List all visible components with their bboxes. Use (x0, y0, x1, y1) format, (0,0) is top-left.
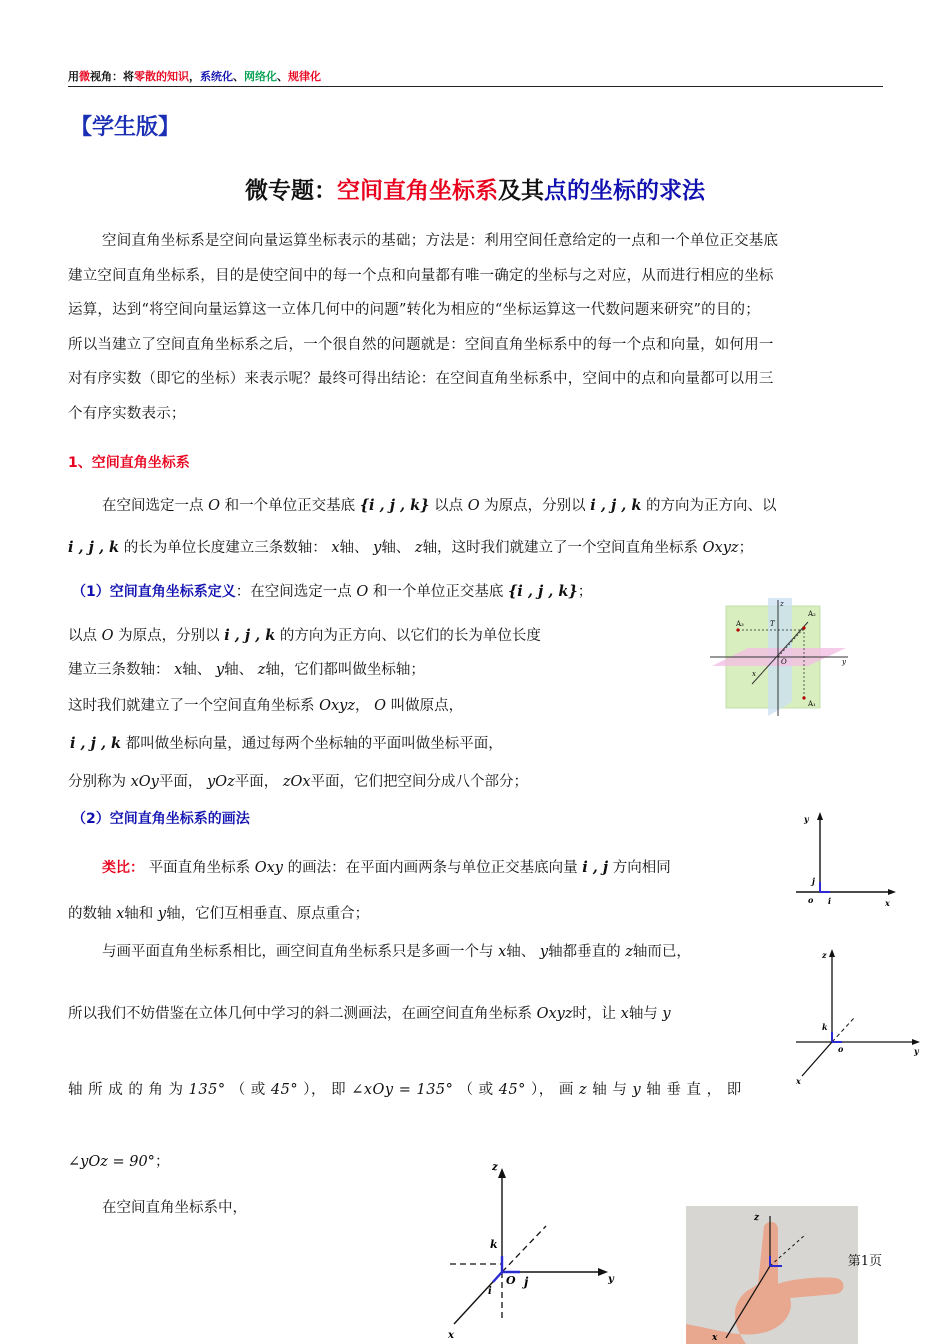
header-text: 、 (277, 70, 288, 83)
text: 的数轴 (68, 906, 112, 922)
math: O (101, 628, 114, 644)
intro-line: 所以当建立了空间直角坐标系之后，一个很自然的问题就是：空间直角坐标系中的每一个点和向量，如何用一 (68, 336, 774, 353)
math: i , j (582, 859, 609, 876)
header-text: 网络化 (244, 70, 277, 83)
definition-line (68, 624, 541, 645)
intro-line: 建立空间直角坐标系，目的是使空间中的每一个点和向量都有唯一确定的坐标与之对应，从而进行相应的坐标 (68, 267, 774, 284)
intro-line: 运算，达到“将空间向量运算这一立体几何中的问题”转化为相应的“坐标运算这一代数问题来研究”的目的； (68, 302, 760, 319)
math: Oxy (254, 860, 283, 876)
label: y (842, 658, 846, 666)
intro-line: 对有序实数（即它的坐标）来表示呢？最终可得出结论：在空间直角坐标系中，空间中的点和向量都可以用三 (68, 371, 774, 388)
math: x (620, 1006, 629, 1022)
label: A₂ (808, 610, 816, 618)
subsection-heading: （1）空间直角坐标系定义 (72, 584, 236, 600)
point-a1 (802, 696, 805, 699)
math: z (625, 944, 633, 960)
coordinate-planes-figure (708, 598, 853, 720)
text: 轴，这时我们就建立了一个空间直角坐标系 (422, 540, 699, 556)
label: o (808, 895, 814, 905)
math: y (373, 540, 382, 556)
math: z (579, 1082, 588, 1098)
math: {i , j , k} (507, 583, 578, 600)
text: 建立三条数轴： (68, 662, 170, 678)
header-text: 规律化 (288, 70, 321, 83)
text: 以点 (68, 628, 97, 644)
text: 的方向为正方向、以它们的长为单位长度 (279, 628, 541, 644)
math: z (257, 662, 266, 678)
text: 轴都垂直的 (548, 944, 621, 960)
header-text: 零散的知识 (134, 70, 189, 83)
math: z (414, 540, 423, 556)
math: y (632, 1082, 642, 1098)
math: 45° (498, 1082, 526, 1098)
label: o (838, 1044, 844, 1054)
text: 都叫做坐标向量，通过每两个坐标轴的平面叫做坐标平面， (125, 736, 503, 752)
math: 135° (188, 1082, 226, 1098)
math: O (467, 498, 480, 514)
text: ）， 即 (303, 1082, 347, 1098)
math: O (356, 584, 369, 600)
math: 45° (270, 1082, 299, 1098)
text: 轴、 (381, 540, 411, 556)
text: （ 或 (230, 1082, 266, 1098)
space-axes-figure (792, 946, 926, 1086)
math: O (374, 698, 387, 714)
label: A₁ (808, 700, 816, 708)
math: O (208, 498, 220, 514)
arrow-icon (498, 1168, 506, 1178)
intro-line: 空间直角坐标系是空间向量运算坐标表示的基础；方法是：利用空间任意给定的一点和一个单位正交基底 (102, 233, 779, 249)
text: 的长为单位长度建立三条数轴： (123, 540, 327, 556)
label: x (752, 670, 756, 678)
arrow-icon (912, 1039, 920, 1045)
arrow-icon (817, 812, 823, 820)
point-a3 (736, 628, 739, 631)
header-text: 视角：将 (90, 70, 134, 83)
space-axes-large-figure (440, 1152, 630, 1342)
label: i (488, 1286, 492, 1297)
math: y (215, 662, 225, 678)
text: 方向相同 (612, 860, 671, 876)
page-number: 第1页 (847, 1254, 882, 1269)
label: k (490, 1238, 498, 1251)
analogy-label: 类比： (102, 860, 144, 876)
text: 轴而已， (632, 944, 691, 960)
label: z (492, 1162, 498, 1173)
math: x (174, 662, 183, 678)
math: i , j , k (224, 627, 276, 644)
text: 为原点，分别以 (484, 498, 586, 514)
math: ∠yOz = 90° (68, 1154, 155, 1170)
page-title (0, 172, 950, 205)
math: i , j , k (68, 539, 120, 556)
header-text: 、 (233, 70, 244, 83)
label: k (822, 1022, 828, 1032)
method-line (68, 902, 369, 923)
label: z (754, 1213, 760, 1223)
text: 平面直角坐标系 (148, 860, 251, 876)
student-edition-badge: 【学生版】 (70, 115, 181, 140)
text: 以点 (434, 498, 464, 514)
label: x (796, 1076, 801, 1086)
text: 平面， (158, 774, 203, 790)
text: 这时我们就建立了一个空间直角坐标系 (68, 698, 315, 714)
intro-paragraph (68, 224, 888, 432)
text: 平面，它们把空间分成八个部分； (310, 774, 529, 790)
label: x (712, 1333, 718, 1343)
math: Oxyz (319, 698, 356, 714)
arrow-icon (829, 949, 835, 957)
label: i (828, 896, 832, 906)
math: x (498, 944, 507, 960)
arrow-icon (598, 1268, 608, 1276)
definition-line (68, 694, 463, 715)
text: ； (738, 540, 754, 556)
x-axis-back (832, 1018, 854, 1042)
text: 轴、 (339, 540, 369, 556)
text: ； (577, 584, 593, 600)
text: 在空间选定一点 (102, 498, 204, 514)
text: 轴、 (182, 662, 212, 678)
math: i , j , k (70, 735, 122, 752)
x-axis-back (502, 1226, 546, 1272)
math: Oxyz (702, 540, 739, 556)
text: 与画平面直角坐标系相比，画空间直角坐标系只是多画一个与 (102, 944, 494, 960)
section1-line (102, 494, 777, 515)
x-axis (802, 1042, 832, 1076)
section-heading: 1、空间直角坐标系 (68, 455, 190, 471)
text: ：在空间选定一点 (235, 584, 352, 600)
definition-line (72, 580, 592, 601)
right-hand-rule-photo (686, 1206, 858, 1344)
text: ； (154, 1154, 170, 1170)
method-line (102, 856, 671, 877)
text: 轴 所 成 的 角 为 (68, 1082, 184, 1098)
text: 和一个单位正交基底 (224, 498, 356, 514)
label: j (524, 1275, 529, 1289)
math: x (116, 906, 125, 922)
method-line (68, 1078, 742, 1099)
math: Oxyz (536, 1006, 573, 1022)
text: 为原点，分别以 (118, 628, 220, 644)
header-text: 系统化 (200, 70, 233, 83)
label: x (885, 898, 890, 908)
label: T (770, 620, 775, 628)
text: 轴 与 (592, 1082, 628, 1098)
label: x (448, 1330, 454, 1341)
math: x (331, 540, 340, 556)
label: A₃ (736, 620, 744, 628)
math: y (662, 1006, 671, 1022)
text: 的方向为正方向、以 (646, 498, 777, 514)
intro-line: 个有序实数表示； (68, 405, 186, 422)
text: 轴，它们互相垂直、原点重合； (166, 906, 370, 922)
text: ）， 画 (531, 1082, 574, 1098)
subsection-heading: （2）空间直角坐标系的画法 (72, 811, 250, 827)
label: y (608, 1274, 614, 1285)
method-line: 在空间直角坐标系中， (102, 1200, 247, 1216)
text: 的画法：在平面内画两条与单位正交基底向量 (287, 860, 578, 876)
label: y (914, 1046, 919, 1056)
math: y (157, 906, 167, 922)
title-part: 及其 (498, 178, 544, 204)
text: 轴、 (506, 944, 536, 960)
math: xOy (130, 774, 159, 790)
method-line (68, 1002, 671, 1023)
header-text: ， (189, 70, 200, 83)
definition-line (70, 732, 503, 753)
math: ∠xOy = 135° (351, 1082, 454, 1098)
text: 和一个单位正交基底 (372, 584, 504, 600)
text: 轴与 (628, 1006, 658, 1022)
definition-line (68, 770, 528, 791)
text: 所以我们不妨借鉴在立体几何中学习的斜二测画法，在画空间直角坐标系 (68, 1006, 532, 1022)
header-text: 用 (68, 70, 79, 83)
text: 轴 垂 直 ， 即 (646, 1082, 742, 1098)
label: z (780, 600, 784, 608)
label: z (822, 950, 827, 960)
math: y (539, 944, 549, 960)
section1-line (68, 536, 753, 557)
math: {i , j , k} (359, 497, 430, 514)
title-part: 微专题： (245, 178, 337, 204)
i-vector (493, 1272, 502, 1282)
method-line (68, 1150, 169, 1171)
math: yOz (206, 774, 235, 790)
definition-line (68, 658, 425, 679)
math: zOx (282, 774, 311, 790)
page-header (68, 68, 321, 84)
title-part: 空间直角坐标系 (337, 178, 498, 204)
label: O (781, 658, 787, 666)
text: ， (355, 698, 370, 714)
math: i , j , k (590, 497, 642, 514)
text: 叫做原点， (390, 698, 464, 714)
label: O (506, 1274, 516, 1287)
text: 轴和 (124, 906, 154, 922)
text: 轴，它们都叫做坐标轴； (265, 662, 425, 678)
text: 轴、 (224, 662, 254, 678)
arrow-icon (888, 889, 896, 895)
text: 平面， (234, 774, 279, 790)
text: （ 或 (458, 1082, 494, 1098)
header-divider (68, 86, 883, 87)
text: 分别称为 (68, 774, 126, 790)
method-line (102, 940, 691, 961)
text: 时，让 (572, 1006, 617, 1022)
title-part: 点的坐标的求法 (544, 178, 705, 204)
header-text: 微 (79, 70, 90, 83)
point-a2 (802, 626, 805, 629)
label: y (804, 814, 809, 824)
plane-coordinate-figure (790, 810, 900, 910)
label: j (812, 876, 815, 886)
